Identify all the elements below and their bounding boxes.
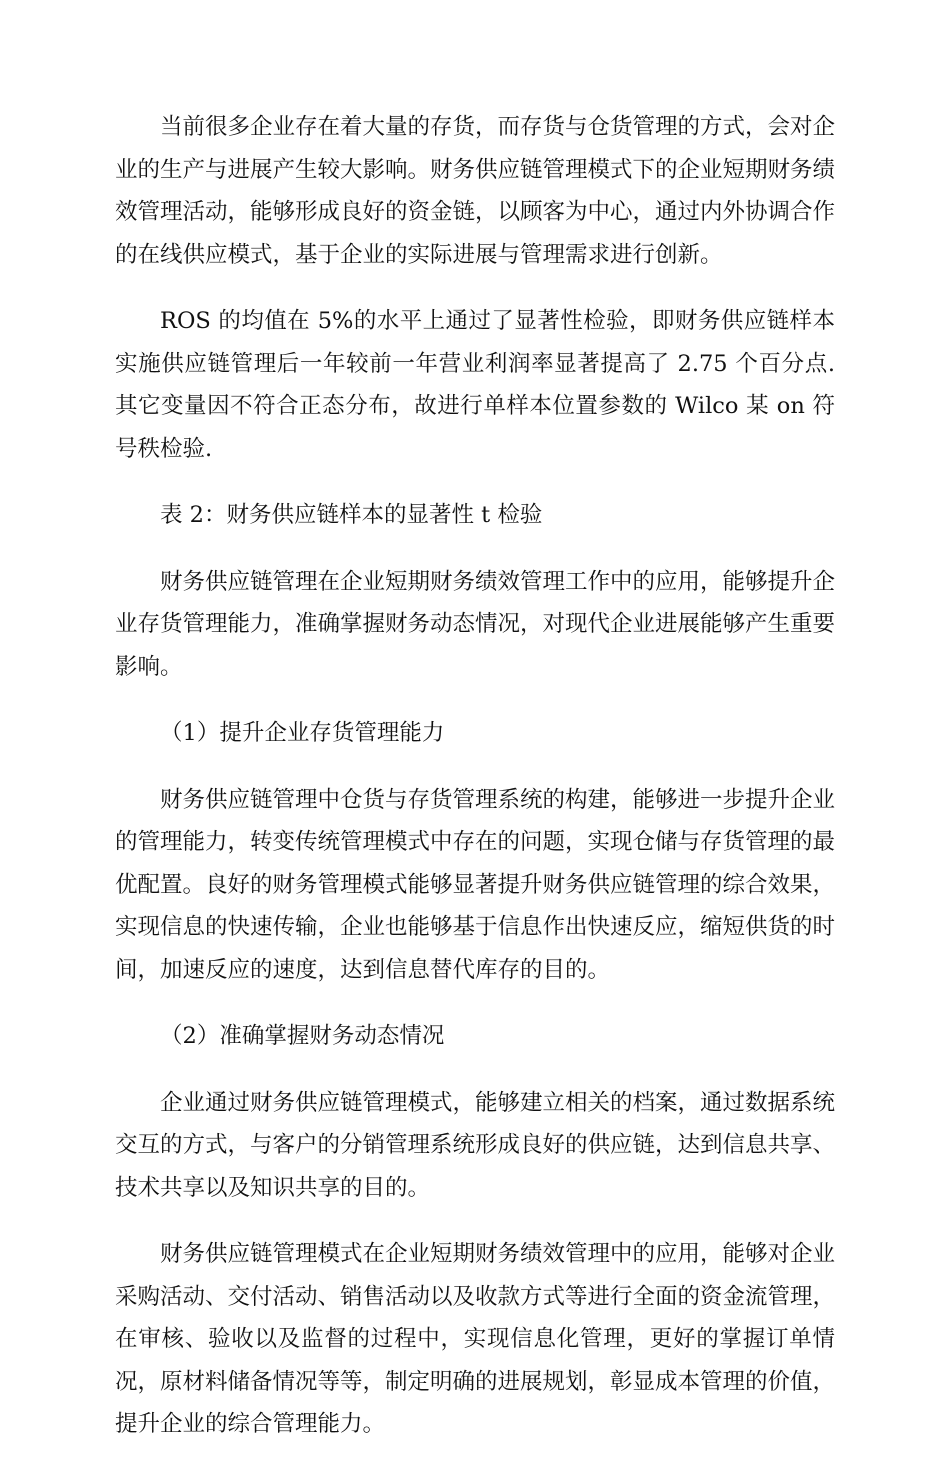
section-heading-1: （1）提升企业存货管理能力 bbox=[160, 720, 445, 746]
paragraph-financial-dynamics: 企业通过财务供应链管理模式，能够建立相关的档案，通过数据系统交互的方式，与客户的分销管理系统形成良好的供应链，达到信息共享、技术共享以及知识共享的目的。 bbox=[115, 1089, 836, 1201]
paragraph-inventory-capability: 财务供应链管理中仓货与存货管理系统的构建，能够进一步提升企业的管理能力，转变传统管理模式中存在的问题，实现仓储与存货管理的最优配置。良好的财务管理模式能够显著提升财务供应链管理的综合效果，实现信息的快速传输，企业也能够基于信息作出快速反应，缩短供货的时间，加速反应的速度，达到信息替代库存的目的。 bbox=[115, 786, 836, 983]
paragraph-ros-test: ROS 的均值在 5%的水平上通过了显著性检验，即财务供应链样本实施供应链管理后一年较前一年营业利润率显著提高了 2.75 个百分点.其它变量因不符合正态分布，故进行单样本位置参数的 Wilco 某 on 符号秩检验. bbox=[115, 308, 835, 462]
table-caption: 表 2：财务供应链样本的显著性 t 检验 bbox=[160, 502, 543, 528]
paragraph-capital-flow-management: 财务供应链管理模式在企业短期财务绩效管理中的应用，能够对企业采购活动、交付活动、销售活动以及收款方式等进行全面的资金流管理，在审核、验收以及监督的过程中，实现信息化管理，更好的掌握订单情况，原材料储备情况等等，制定明确的进展规划，彰显成本管理的价值，提升企业的综合管理能力。 bbox=[115, 1241, 836, 1437]
section-heading-2: （2）准确掌握财务动态情况 bbox=[160, 1023, 445, 1049]
paragraph-application-overview: 财务供应链管理在企业短期财务绩效管理工作中的应用，能够提升企业存货管理能力，准确掌握财务动态情况，对现代企业进展能够产生重要影响。 bbox=[115, 568, 836, 680]
document-body bbox=[115, 106, 835, 1470]
paragraph-inventory-management: 当前很多企业存在着大量的存货，而存货与仓货管理的方式，会对企业的生产与进展产生较大影响。财务供应链管理模式下的企业短期财务绩效管理活动，能够形成良好的资金链，以顾客为中心，通过内外协调合作的在线供应模式，基于企业的实际进展与管理需求进行创新。 bbox=[115, 114, 836, 268]
